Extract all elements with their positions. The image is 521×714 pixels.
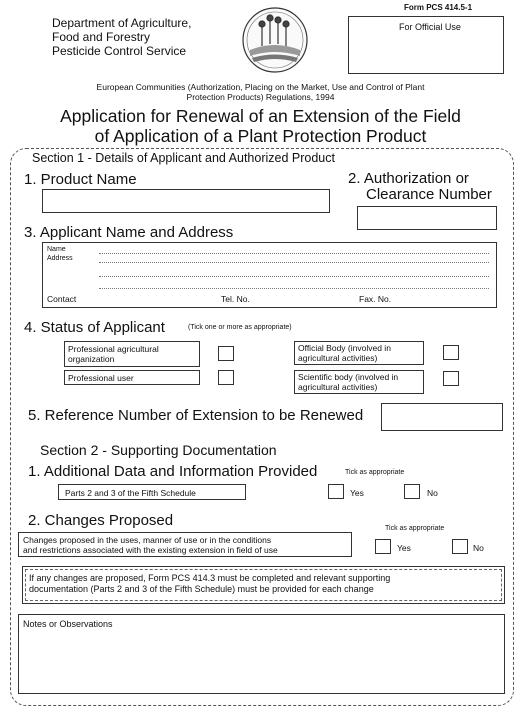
notes-input[interactable]	[18, 614, 505, 694]
status-opt4-line-2: agricultural activities)	[298, 382, 378, 392]
page-title	[0, 106, 521, 146]
reference-label: 5. Reference Number of Extension to be Renewed	[28, 407, 364, 424]
notice-line-1: If any changes are proposed, Form PCS 414.3 must be completed and relevant supporting	[29, 573, 391, 583]
parts-schedule-label: Parts 2 and 3 of the Fifth Schedule	[65, 488, 196, 498]
fax-label: Fax. No.	[359, 294, 392, 304]
address-field-line-3[interactable]	[99, 288, 489, 289]
status-official-body-checkbox[interactable]	[443, 345, 459, 360]
changes-text-line-2: and restrictions associated with the existing extension in field of use	[23, 545, 278, 555]
name-field[interactable]	[99, 253, 489, 254]
status-hint: (Tick one or more as appropriate)	[188, 324, 292, 331]
additional-data-label: 1. Additional Data and Information Provided	[28, 463, 318, 480]
status-opt1-line-1: Professional agricultural	[68, 344, 159, 354]
additional-no-label: No	[427, 488, 438, 498]
department-name	[52, 16, 191, 58]
auth-label-line-1: 2. Authorization or	[348, 170, 469, 187]
dept-line-2: Food and Forestry	[52, 30, 151, 44]
contact-label: Contact	[47, 294, 77, 304]
parts-schedule-label-box	[58, 484, 246, 500]
changes-notice-box	[22, 566, 505, 604]
status-opt4-line-1: Scientific body (involved in	[298, 372, 399, 382]
regulation-text	[0, 82, 521, 102]
status-opt2-label: Professional user	[68, 373, 134, 383]
reference-number-input[interactable]	[381, 403, 503, 431]
regulation-line-2: Protection Products) Regulations, 1994	[186, 92, 335, 102]
additional-no-checkbox[interactable]	[404, 484, 420, 499]
notice-line-2: documentation (Parts 2 and 3 of the Fifth Schedule) must be provided for each change	[29, 584, 374, 594]
official-use-label: For Official Use	[399, 22, 461, 32]
applicant-details-box	[42, 242, 497, 308]
status-opt3-line-2: agricultural activities)	[298, 353, 378, 363]
additional-yes-label: Yes	[350, 488, 364, 498]
changes-proposed-label: 2. Changes Proposed	[28, 512, 174, 529]
section1-title: Section 1 - Details of Applicant and Authorized Product	[32, 151, 335, 165]
changes-tick-hint: Tick as appropriate	[385, 525, 445, 532]
notes-label: Notes or Observations	[23, 619, 113, 629]
status-scientific-body-checkbox[interactable]	[443, 371, 459, 386]
changes-yes-label: Yes	[397, 543, 411, 553]
changes-text-line-1: Changes proposed in the uses, manner of use or in the conditions	[23, 535, 272, 545]
product-name-label: 1. Product Name	[24, 171, 137, 188]
address-label: Address	[47, 255, 73, 262]
status-option-official-body	[294, 341, 424, 365]
department-logo-icon	[240, 6, 310, 74]
changes-no-checkbox[interactable]	[452, 539, 468, 554]
applicant-label: 3. Applicant Name and Address	[24, 224, 234, 241]
status-option-scientific-body	[294, 370, 424, 394]
authorization-number-input[interactable]	[357, 206, 497, 230]
address-field-line-1[interactable]	[99, 262, 489, 263]
status-label: 4. Status of Applicant	[24, 319, 165, 336]
section2-title: Section 2 - Supporting Documentation	[40, 442, 277, 458]
status-option-professional-user	[64, 370, 200, 385]
auth-label-line-2: Clearance Number	[366, 186, 492, 203]
status-agricultural-org-checkbox[interactable]	[218, 346, 234, 361]
additional-yes-checkbox[interactable]	[328, 484, 344, 499]
status-opt3-line-1: Official Body (involved in	[298, 343, 391, 353]
product-name-input[interactable]	[42, 189, 330, 213]
changes-yes-checkbox[interactable]	[375, 539, 391, 554]
official-use-box	[348, 16, 504, 74]
tel-label: Tel. No.	[221, 294, 250, 304]
dept-line-3: Pesticide Control Service	[52, 44, 187, 58]
dept-line-1: Department of Agriculture,	[52, 16, 192, 30]
address-field-line-2[interactable]	[99, 276, 489, 277]
authorization-label	[348, 171, 492, 203]
tick-hint: Tick as appropriate	[345, 469, 405, 476]
status-professional-user-checkbox[interactable]	[218, 370, 234, 385]
name-label: Name	[47, 246, 66, 253]
status-opt1-line-2: organization	[68, 354, 115, 364]
form-number: Form PCS 414.5-1	[404, 3, 473, 12]
title-line-2: of Application of a Plant Protection Product	[94, 126, 427, 146]
status-option-agricultural-org	[64, 341, 200, 367]
title-line-1: Application for Renewal of an Extension of the Field	[60, 106, 461, 126]
regulation-line-1: European Communities (Authorization, Placing on the Market, Use and Control of Plant	[96, 82, 425, 92]
changes-no-label: No	[473, 543, 484, 553]
changes-description-box	[18, 532, 352, 557]
